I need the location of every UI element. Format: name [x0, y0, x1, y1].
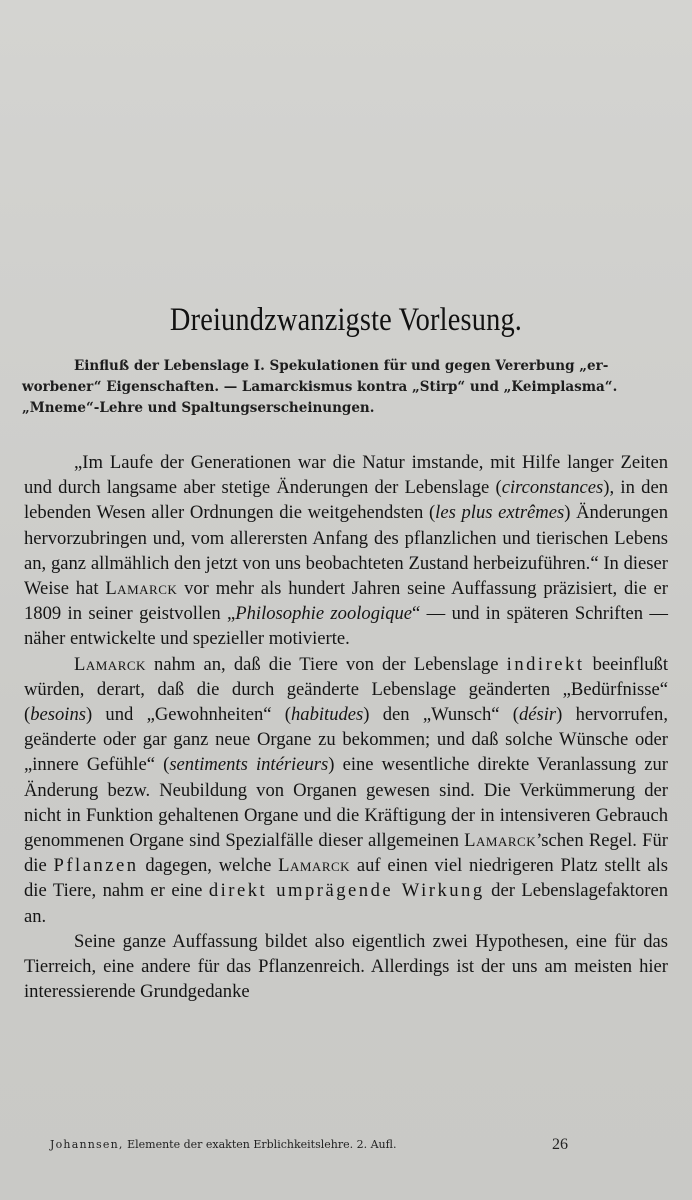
- summary-line: worbener“ Eigenschaften. — Lamarckismus kontra „Stirp“ und „Keimplasma“.: [22, 379, 618, 395]
- italic-term: circonstances: [501, 477, 604, 499]
- text-run: vor mehr als hundert Jahren seine Auffassung präzisiert, die er 1809 in seiner geistvollen „: [24, 578, 668, 625]
- spaced-term: Pflanzen: [53, 855, 139, 877]
- italic-term: désir: [518, 704, 557, 726]
- author-name: Lamarck: [464, 830, 537, 852]
- italic-term: besoins: [30, 704, 86, 726]
- spaced-term: direkt umprägende Wirkung: [208, 880, 485, 902]
- text-run: “ — und in späteren Schriften — näher entwickelte und spezieller motivierte.: [24, 603, 668, 650]
- text-run: ) eine wesentliche direkte Veranlassung zur Änderung bezw. Neubildung von Organen gewesen sind. Die Verkümmerung der nicht in Funktion gehaltenen Organe und die Kräftigung der in intensiveren Gebrauch genommenen Organe sind Spezialfälle dieser allgemeinen: [24, 754, 669, 852]
- text-run: auf einen viel niedrigeren Platz stellt als die Tiere, nahm er eine: [24, 855, 668, 902]
- text-run: ) Änderungen hervorzubringen und, vom allerersten Anfang des pflanzlichen und tierischen Lebens an, ganz allmählich den jetzt von uns beobachteten Zustand herbeizuführen.“ In dieser Weise hat: [24, 502, 669, 600]
- italic-term: sentiments intérieurs: [169, 754, 329, 776]
- text-run: ), in den lebenden Wesen aller Ordnungen die weitgehendsten (: [24, 477, 668, 524]
- text-run: ) den „Wunsch“ (: [363, 704, 519, 726]
- body-text: [24, 450, 668, 1004]
- text-run: dagegen, welche: [138, 855, 279, 877]
- footer-book: Elemente der exakten Erblichkeitslehre. 2. Aufl.: [123, 1138, 397, 1151]
- paragraph-2: [24, 652, 668, 929]
- text-run: nahm an, daß die Tiere von der Lebenslage: [145, 653, 507, 675]
- chapter-summary: [22, 356, 672, 419]
- author-name: Lamarck: [105, 578, 178, 600]
- text-run: ’schen Regel. Für die: [24, 830, 668, 877]
- footer-author: Johannsen,: [50, 1138, 124, 1151]
- summary-line: „Mneme“-Lehre und Spaltungserscheinungen.: [22, 400, 375, 416]
- spaced-term: indirekt: [506, 653, 585, 675]
- text-run: der Lebenslagefaktoren an.: [24, 880, 668, 927]
- author-name: Lamarck: [74, 653, 146, 675]
- italic-term: les plus extrêmes: [435, 502, 565, 524]
- text-run: beeinflußt würden, derart, daß die durch geänderte Lebenslage geänderten „Bedürfnisse“ (: [24, 653, 669, 726]
- paragraph-1: [24, 450, 668, 652]
- chapter-title: Dreiundzwanzigste Vorlesung.: [169, 302, 523, 338]
- author-name: Lamarck: [278, 855, 351, 877]
- summary-line: Einfluß der Lebenslage I. Spekulationen für und gegen Vererbung „er-: [74, 358, 609, 374]
- italic-term: habitudes: [290, 704, 364, 726]
- text-run: ) und „Gewohnheiten“ (: [85, 704, 291, 726]
- text-run: „Im Laufe der Generationen war die Natur imstande, mit Hilfe langer Zeiten und durch langsame aber stetige Änderungen der Lebenslage (: [24, 452, 668, 499]
- page-number: 26: [552, 1136, 568, 1153]
- paragraph-3: Seine ganze Auffassung bildet also eigentlich zwei Hypothesen, eine für das Tierreich, eine andere für das Pflanzenreich. Allerdings ist der uns am meisten hier interessierende Grundgedanke: [24, 930, 668, 1003]
- text-run: ) hervorrufen, geänderte oder gar ganz neue Organe zu bekommen; und daß solche Wünsche oder „innere Gefühle“ (: [24, 704, 669, 776]
- page-footer: [50, 1138, 580, 1151]
- italic-term: Philosophie zoologique: [235, 603, 413, 625]
